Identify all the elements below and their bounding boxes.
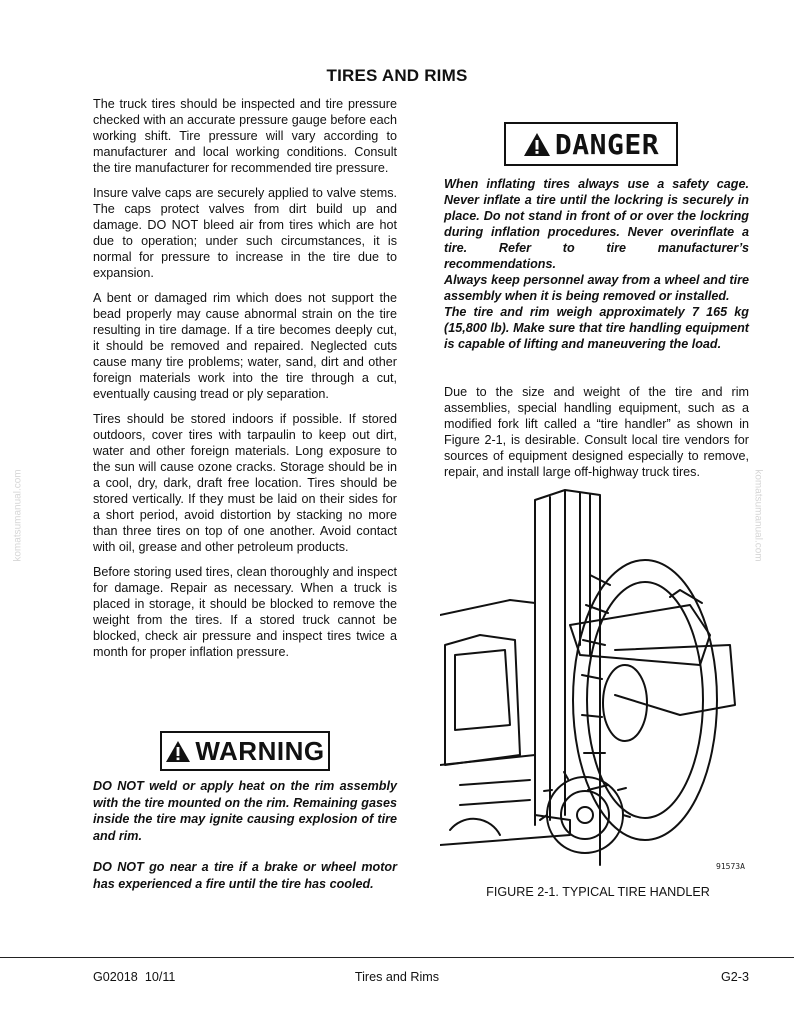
paragraph-damaged-rim: A bent or damaged rim which does not support the bead properly may cause abnormal strain on the tire resulting in tire damage. If a tire becomes deeply cut, it should be removed and repaired. Neglected cuts cause many tire problems; water, sand, dirt and other foreign materials work into the tire through a cut, eventually causing tread or ply separation. xyxy=(93,291,397,401)
danger-line-personnel: Always keep personnel away from a wheel and tire assembly when it is being removed or installed. xyxy=(444,273,749,303)
danger-line-inflating: When inflating tires always use a safety cage. Never inflate a tire until the lockring is securely in place. Do not stand in front of or over the lockring during inflation procedures. Never overinflate a tire. Refer to tire manufacturer’s recommendations. xyxy=(444,177,749,271)
warning-label: WARNING xyxy=(195,735,325,766)
warning-text-block xyxy=(93,778,397,907)
watermark-right: komatsumanual.com xyxy=(752,469,764,562)
page-title: TIRES AND RIMS xyxy=(326,66,468,85)
warning-label-box xyxy=(160,731,330,771)
front-wheel-outline xyxy=(547,777,623,853)
warning-line-weld: DO NOT weld or apply heat on the rim assembly with the tire mounted on the rim. Remaining gases inside the tire may ignite causing explosion of tire and rim. xyxy=(93,779,397,843)
footer-section-title: Tires and Rims xyxy=(354,970,440,984)
danger-label: DANGER xyxy=(554,127,660,161)
paragraph-inspection: The truck tires should be inspected and tire pressure checked with an accurate pressure gauge before each working shift. Tire pressure will vary according to manufacturer and local working conditions. Consult the tire manufacturer for recommended tire pressure. xyxy=(93,97,397,175)
figure-caption: FIGURE 2-1. TYPICAL TIRE HANDLER xyxy=(486,885,710,899)
danger-text-block xyxy=(444,176,749,352)
watermark-left: komatsumanual.com xyxy=(12,469,24,562)
paragraph-used-tires: Before storing used tires, clean thoroughly and inspect for damage. Repair as necessary. When a truck is placed in storage, it should be blocked to remove the weight from the tires. If a stored truck cannot be blocked, check air pressure and inspect tires twice a month for proper inflation pressure. xyxy=(93,565,397,659)
paragraph-tire-handler: Due to the size and weight of the tire and rim assemblies, special handling equipment, such as a modified fork lift called a “tire handler” as shown in Figure 2-1, is desirable. Consult local tire vendors for sources of equipment designed especially to remove, repair, and install large off-highway truck tires. xyxy=(444,385,749,479)
large-tire-outline xyxy=(573,560,717,840)
tire-handler-illustration xyxy=(440,485,745,875)
footer-rule xyxy=(0,957,794,958)
paragraph-valve-caps: Insure valve caps are securely applied to valve stems. The caps protect valves from dirt build up and damage. DO NOT bleed air from tires which are hot due to operation; under such circumstances, it is normal for pressure to increase in the tire due to expansion. xyxy=(93,186,397,280)
footer-page-number: G2-3 xyxy=(721,970,749,984)
danger-label-box xyxy=(504,122,678,166)
figure-code: 91573A xyxy=(716,862,745,871)
danger-line-weight: The tire and rim weigh approximately 7 165 kg (15,800 lb). Make sure that tire handling equipment is capable of lifting and maneuvering the load. xyxy=(444,305,749,351)
warning-triangle-icon xyxy=(165,740,191,763)
danger-triangle-icon xyxy=(523,132,551,157)
footer-document-code: G02018 10/11 xyxy=(93,970,176,984)
left-column xyxy=(93,96,397,669)
paragraph-storage: Tires should be stored indoors if possible. If stored outdoors, cover tires with tarpaulin to keep out dirt, water and other foreign materials. Long exposure to the sun will cause ozone cracks. Storage should be in a cool, dry, dark, draft free location. Tires should be stored vertically. If they must be laid on their sides for a short period, avoid distortion by stacking no more than three tires on top of one another. Avoid contact with oil, grease and other petroleum products. xyxy=(93,412,397,554)
warning-line-fire: DO NOT go near a tire if a brake or wheel motor has experienced a fire until the tire has cooled. xyxy=(93,860,397,891)
